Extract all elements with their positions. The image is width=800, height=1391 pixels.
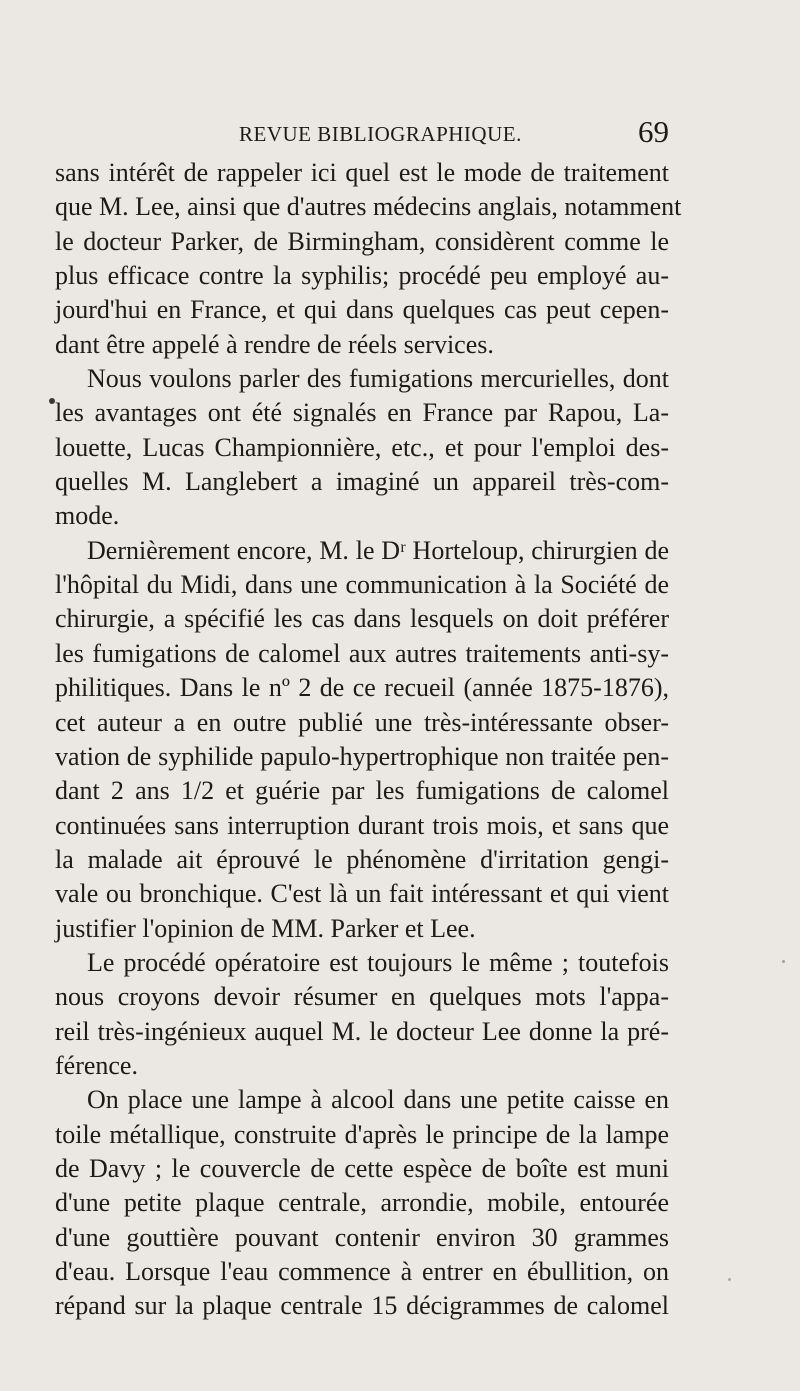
- text-line: dant 2 ans 1/2 et guérie par les fumigations de calomel: [55, 776, 669, 806]
- ink-speck: [728, 1278, 731, 1281]
- text-line: cet auteur a en outre publié une très-intéressante obser-: [55, 707, 669, 737]
- ink-speck: [782, 960, 785, 963]
- page-number: 69: [638, 114, 669, 149]
- text-line: les avantages ont été signalés en France par Rapou, La-: [55, 398, 669, 428]
- running-head: [55, 114, 669, 154]
- text-line: l'hôpital du Midi, dans une communication à la Société de: [55, 570, 669, 600]
- text-line: louette, Lucas Championnière, etc., et pour l'emploi des-: [55, 432, 669, 462]
- text-line: de Davy ; le couvercle de cette espèce de boîte est muni: [55, 1153, 669, 1183]
- text-line: jourd'hui en France, et qui dans quelques cas peut cepen-: [55, 295, 669, 325]
- text-line: reil très-ingénieux auquel M. le docteur Lee donne la pré-: [55, 1016, 669, 1046]
- body-text: [55, 156, 682, 1324]
- text-line: continuées sans interruption durant trois mois, et sans que: [55, 810, 669, 840]
- text-line: mode.: [55, 501, 120, 531]
- text-line: philitiques. Dans le nº 2 de ce recueil (année 1875-1876),: [55, 673, 669, 703]
- text-line: plus efficace contre la syphilis; procédé peu employé au-: [55, 261, 669, 291]
- text-line: d'une petite plaque centrale, arrondie, mobile, entourée: [55, 1188, 669, 1218]
- text-line: d'eau. Lorsque l'eau commence à entrer en ébullition, on: [55, 1257, 669, 1286]
- text-line: Nous voulons parler des fumigations mercurielles, dont: [87, 364, 669, 394]
- text-line: On place une lampe à alcool dans une petite caisse en: [87, 1085, 669, 1115]
- ink-speck: [49, 398, 55, 404]
- running-title: REVUE BIBLIOGRAPHIQUE.: [239, 122, 522, 146]
- text-line: nous croyons devoir résumer en quelques mots l'appa-: [55, 982, 669, 1012]
- text-line: le docteur Parker, de Birmingham, considèrent comme le: [55, 226, 669, 256]
- text-line: toile métallique, construite d'après le principe de la lampe: [55, 1119, 669, 1149]
- text-line: vale ou bronchique. C'est là un fait intéressant et qui vient: [55, 879, 669, 909]
- text-line: vation de syphilide papulo-hypertrophique non traitée pen-: [55, 741, 669, 771]
- text-line: justifier l'opinion de MM. Parker et Lee.: [55, 913, 476, 943]
- text-line: que M. Lee, ainsi que d'autres médecins anglais, notamment: [55, 192, 682, 222]
- text-line: répand sur la plaque centrale 15 décigrammes de calomel: [55, 1291, 669, 1321]
- text-line: les fumigations de calomel aux autres traitements anti-sy-: [55, 638, 669, 668]
- text-line: férence.: [55, 1050, 138, 1080]
- text-line: Dernièrement encore, M. le Dʳ Horteloup, chirurgien de: [87, 535, 669, 565]
- text-line: Le procédé opératoire est toujours le même ; toutefois: [87, 947, 669, 977]
- text-line: dant être appelé à rendre de réels services.: [55, 329, 494, 359]
- text-line: chirurgie, a spécifié les cas dans lesquels on doit préférer: [55, 604, 669, 634]
- text-line: sans intérêt de rappeler ici quel est le mode de traitement: [55, 158, 669, 187]
- text-line: quelles M. Langlebert a imaginé un appareil très-com-: [55, 467, 669, 497]
- text-line: d'une gouttière pouvant contenir environ 30 grammes: [55, 1222, 669, 1252]
- text-line: la malade ait éprouvé le phénomène d'irritation gengi-: [55, 844, 669, 874]
